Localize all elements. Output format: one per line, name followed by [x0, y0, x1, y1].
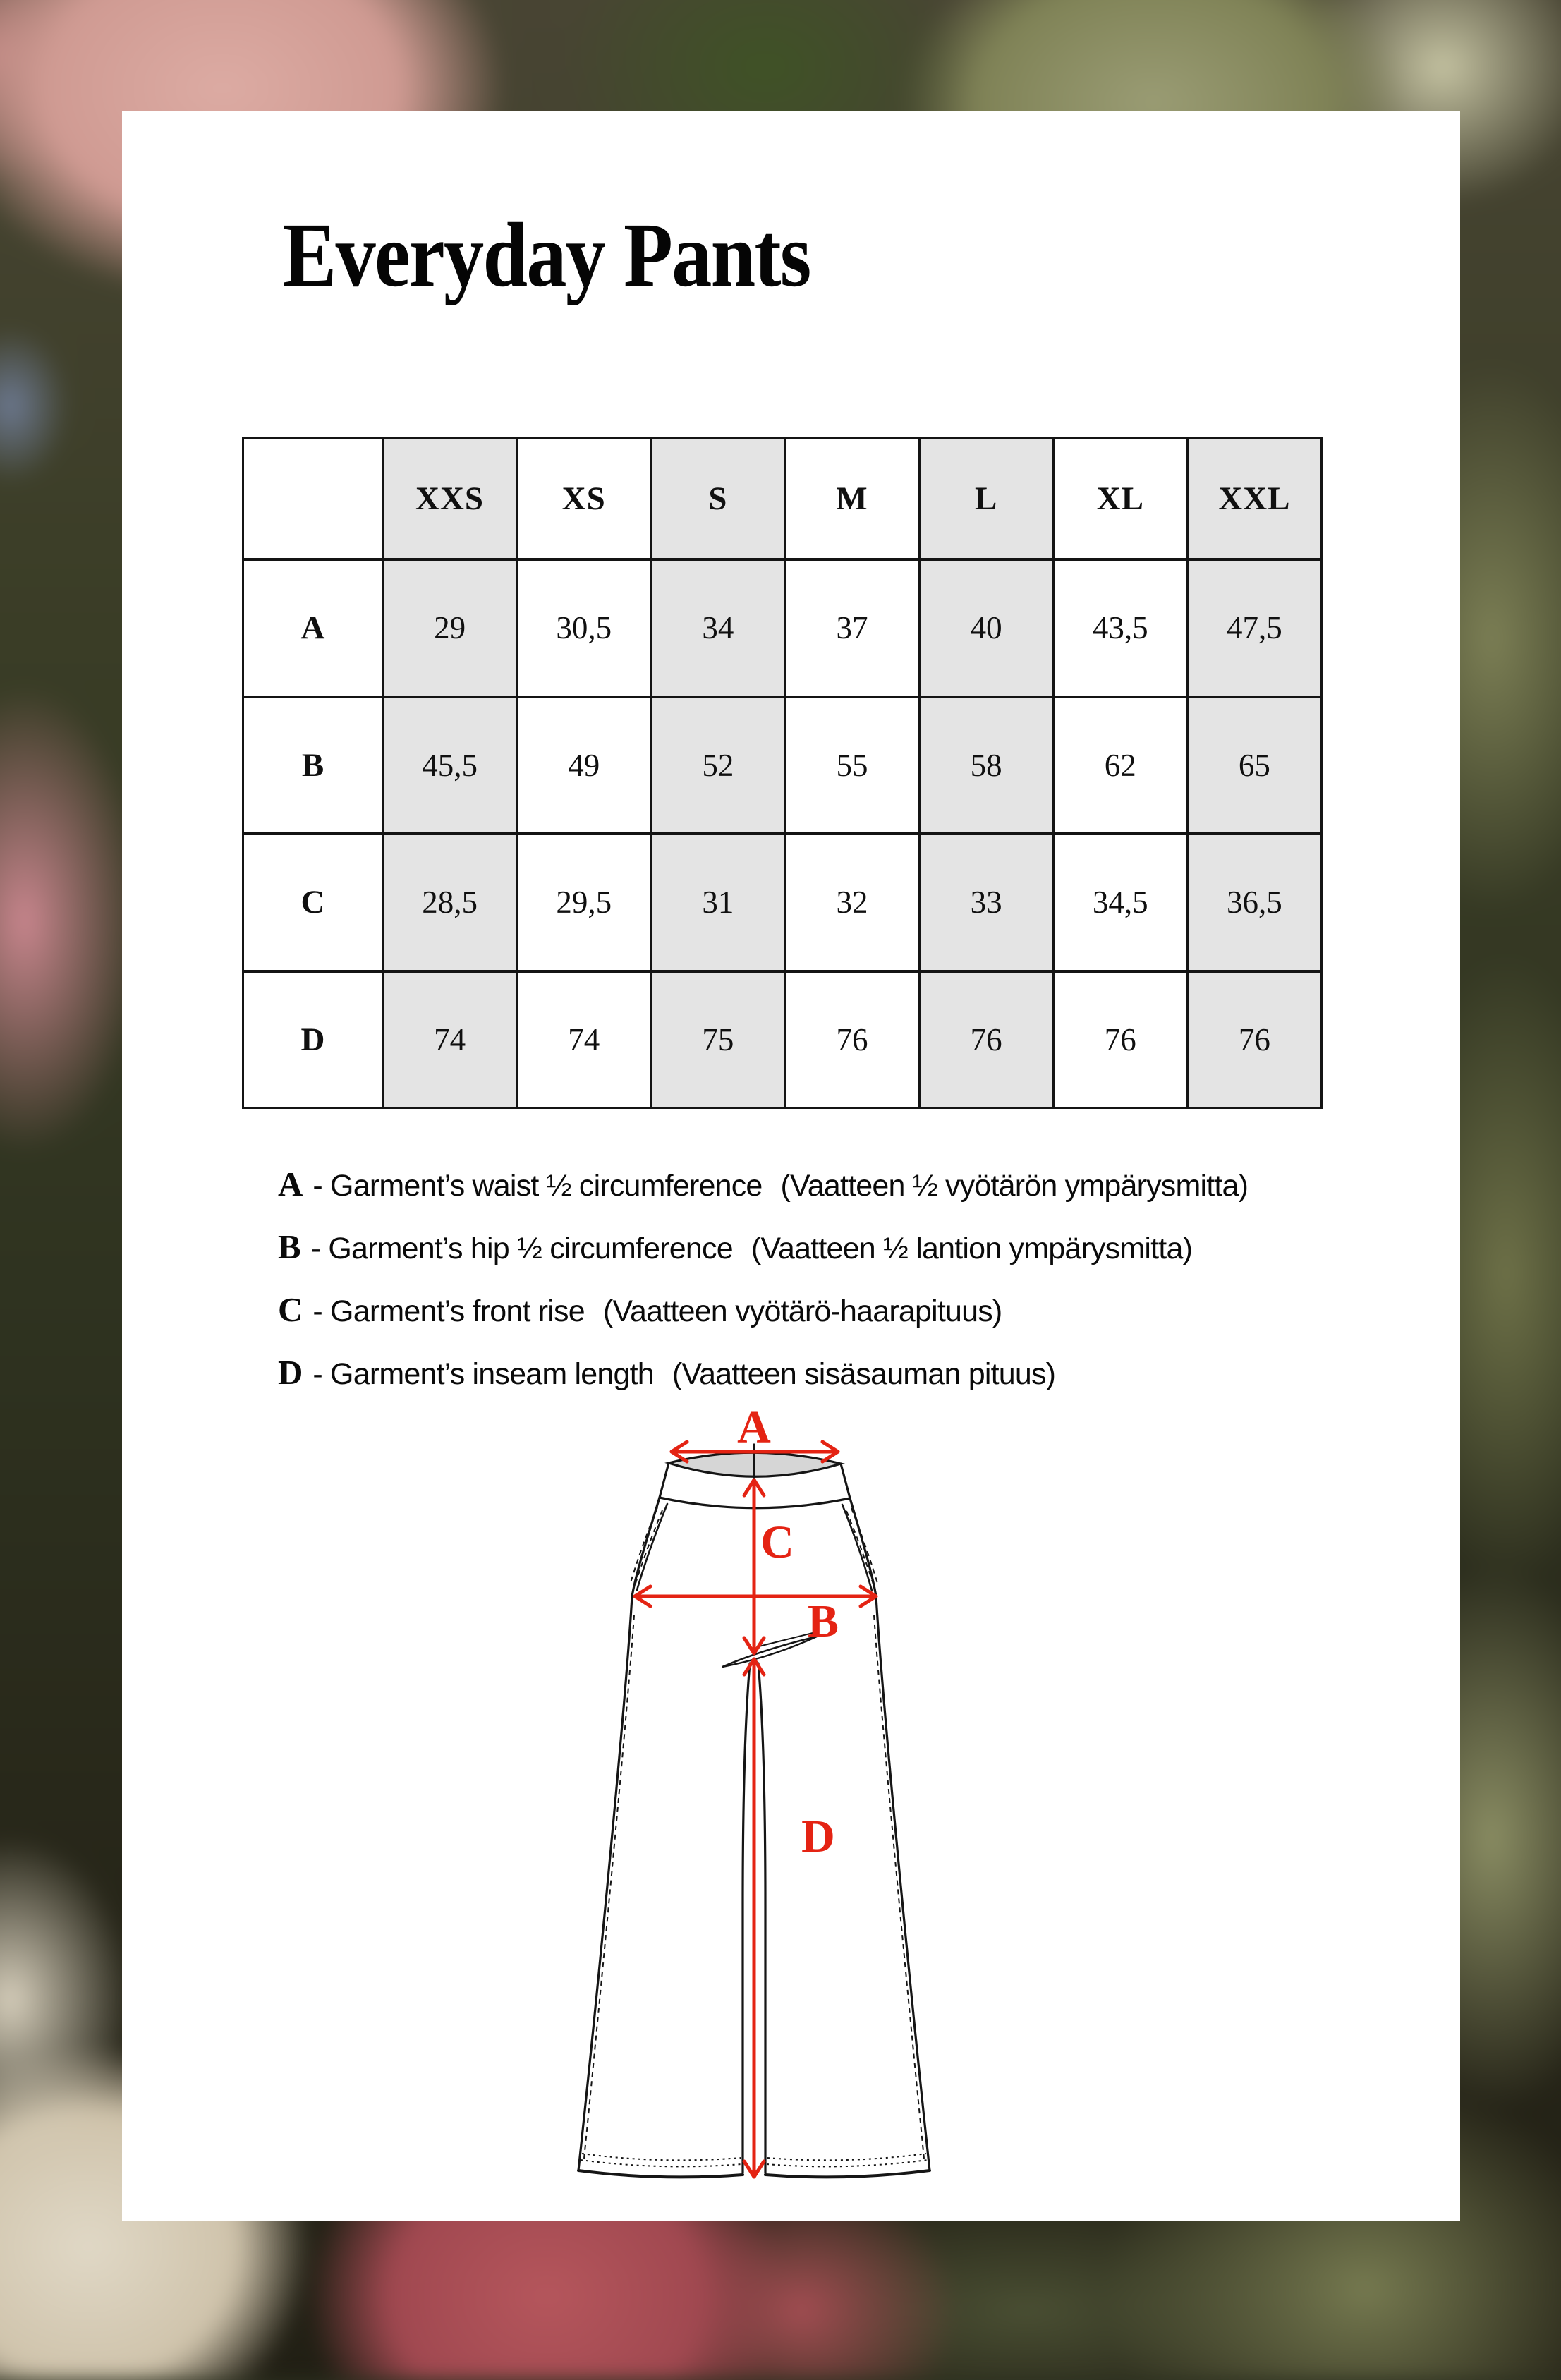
row-label-a: A	[244, 558, 382, 696]
size-cell: 43,5	[1052, 558, 1186, 696]
right-hem-stitch	[767, 2160, 928, 2166]
legend-item-a	[278, 1157, 1248, 1220]
size-cell: 76	[918, 970, 1052, 1107]
legend-translation: (Vaatteen sisäsauman pituus)	[672, 1357, 1056, 1391]
left-seam-stitch-line	[584, 1615, 634, 2159]
legend-item-c	[278, 1282, 1248, 1345]
size-cell: 65	[1186, 696, 1320, 833]
size-cell: 32	[784, 832, 918, 970]
row-label-d: D	[244, 970, 382, 1107]
size-cell: 74	[382, 970, 516, 1107]
column-header-s: S	[650, 439, 784, 558]
fly-detail	[722, 1637, 817, 1667]
size-cell: 30,5	[516, 558, 650, 696]
legend-translation: (Vaatteen ½ vyötärön ympärysmitta)	[780, 1169, 1249, 1203]
right-seam-stitch-line	[874, 1615, 924, 2159]
left-pocket-line	[637, 1504, 667, 1590]
measure-label-b: B	[807, 1596, 839, 1647]
size-cell: 28,5	[382, 832, 516, 970]
left-hem	[578, 2170, 743, 2177]
measure-arrow-d	[744, 1659, 764, 2177]
size-cell: 37	[784, 558, 918, 696]
legend-text: - Garment’s hip ½ circumference	[310, 1232, 733, 1265]
size-cell: 75	[650, 970, 784, 1107]
size-cell: 34	[650, 558, 784, 696]
legend-letter: C	[278, 1290, 303, 1329]
table-corner-cell	[244, 439, 382, 558]
left-inseam	[743, 1663, 750, 2173]
legend-letter: B	[278, 1227, 301, 1266]
legend-item-b	[278, 1220, 1248, 1282]
size-cell: 49	[516, 696, 650, 833]
size-cell: 36,5	[1186, 832, 1320, 970]
size-cell: 74	[516, 970, 650, 1107]
column-header-xl: XL	[1052, 439, 1186, 558]
column-header-xs: XS	[516, 439, 650, 558]
right-pocket-line	[842, 1505, 872, 1591]
size-cell: 76	[1052, 970, 1186, 1107]
legend-item-d	[278, 1345, 1248, 1408]
pants-measurement-diagram	[564, 1400, 952, 2187]
waistband-left-side	[660, 1463, 669, 1498]
size-cell: 29	[382, 558, 516, 696]
size-cell: 62	[1052, 696, 1186, 833]
right-outer-seam	[850, 1498, 930, 2170]
legend-text: - Garment’s front rise	[312, 1294, 585, 1328]
row-label-b: B	[244, 696, 382, 833]
size-cell: 34,5	[1052, 832, 1186, 970]
measurement-legend	[278, 1157, 1248, 1408]
left-pocket-stitch	[634, 1510, 662, 1588]
legend-letter: D	[278, 1353, 303, 1392]
column-header-l: L	[918, 439, 1052, 558]
right-pocket-stitch	[846, 1511, 875, 1589]
legend-translation: (Vaatteen vyötärö-haarapituus)	[602, 1294, 1002, 1328]
size-cell: 29,5	[516, 832, 650, 970]
measure-label-c: C	[760, 1517, 794, 1568]
size-cell: 55	[784, 696, 918, 833]
right-hem	[765, 2170, 930, 2177]
waistband-right-side	[841, 1464, 850, 1498]
page-title: Everyday Pants	[283, 205, 810, 306]
legend-text: - Garment’s waist ½ circumference	[312, 1169, 763, 1203]
size-chart-card	[122, 111, 1460, 2221]
legend-letter: A	[278, 1165, 303, 1203]
size-cell: 76	[784, 970, 918, 1107]
right-hem-stitch	[767, 2154, 926, 2160]
left-hem-stitch	[581, 2160, 741, 2166]
size-cell: 33	[918, 832, 1052, 970]
measure-label-a: A	[737, 1402, 771, 1453]
size-table	[242, 437, 1323, 1109]
legend-translation: (Vaatteen ½ lantion ympärysmitta)	[751, 1232, 1193, 1265]
right-inseam	[758, 1663, 765, 2173]
column-header-xxl: XXL	[1186, 439, 1320, 558]
column-header-xxs: XXS	[382, 439, 516, 558]
size-cell: 52	[650, 696, 784, 833]
column-header-m: M	[784, 439, 918, 558]
size-cell: 45,5	[382, 696, 516, 833]
size-cell: 76	[1186, 970, 1320, 1107]
size-cell: 31	[650, 832, 784, 970]
size-cell: 58	[918, 696, 1052, 833]
measure-label-d: D	[801, 1811, 835, 1862]
size-cell: 47,5	[1186, 558, 1320, 696]
row-label-c: C	[244, 832, 382, 970]
size-cell: 40	[918, 558, 1052, 696]
left-hem-stitch	[582, 2154, 741, 2160]
left-outer-seam	[578, 1498, 660, 2170]
legend-text: - Garment’s inseam length	[312, 1357, 654, 1391]
